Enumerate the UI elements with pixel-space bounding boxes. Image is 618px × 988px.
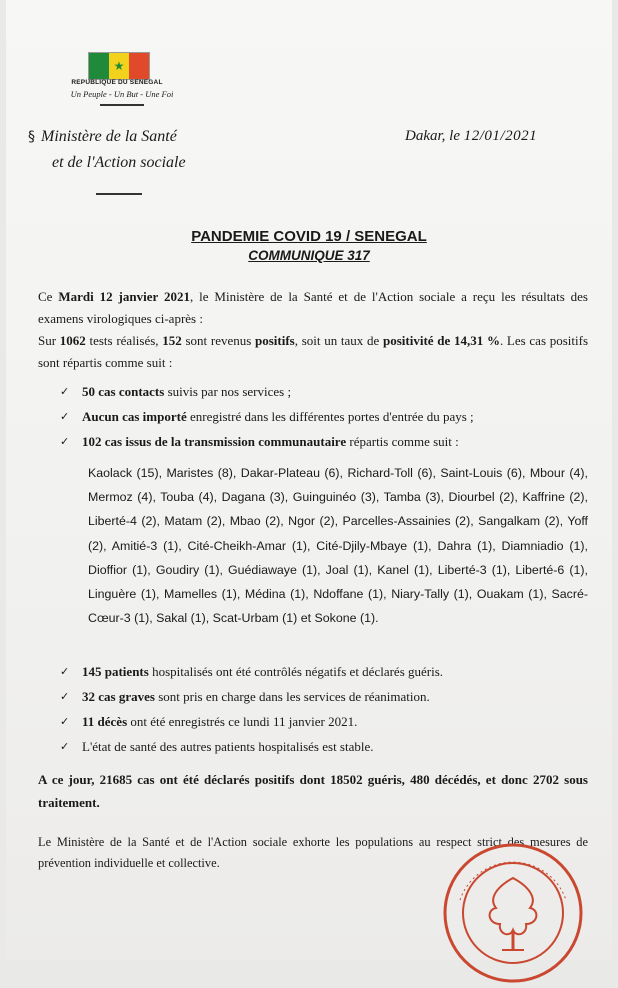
checkmark-icon: ✓ xyxy=(60,410,70,423)
checkmark-icon: ✓ xyxy=(60,715,70,728)
list-item: ✓ 102 cas issus de la transmission communautaire répartis comme suit : xyxy=(60,429,588,454)
country-name: REPUBLIQUE DU SENEGAL xyxy=(71,79,163,86)
patient-status-list xyxy=(60,659,588,759)
page-title: PANDEMIE COVID 19 / SENEGAL xyxy=(191,228,427,245)
list-item: ✓ 32 cas graves sont pris en charge dans les services de réanimation. xyxy=(60,684,588,709)
ministry-emblem-icon: § xyxy=(28,129,35,145)
checkmark-icon: ✓ xyxy=(60,665,70,678)
ministry-name xyxy=(28,124,186,176)
list-item: ✓ Aucun cas importé enregistré dans les différentes portes d'entrée du pays ; xyxy=(60,404,588,429)
senegal-flag-icon: ★ xyxy=(88,52,150,80)
localities-list: Kaolack (15), Maristes (8), Dakar-Plateau (6), Richard-Toll (6), Saint-Louis (6), Mbour (4), Mermoz (4), Touba (4), Dagana (3), Guinguinéo (3), Tamba (3), Diourbel (2), Kaffrine (2), Liberté-4 (2), Matam (2), Mbao (2), Ngor (2), Parcelles-Assainies (2), Sangalkam (2), Yoff (2), Amitié-3 (1), Cité-Cheikh-Amar (1), Cité-Djily-Mbaye (1), Dahra (1), Diamniadio (1), Dioffior (1), Goudiry (1), Guédiawaye (1), Joal (1), Kanel (1), Liberté-3 (1), Liberté-6 (1), Linguère (1), Mamelles (1), Médina (1), Ndoffane (1), Niary-Tally (1), Ouakam (1), Sacré-Cœur-3 (1), Sakal (1), Scat-Urbam (1) et Sokone (1). xyxy=(88,466,588,626)
official-stamp-icon xyxy=(438,838,588,988)
case-breakdown-list xyxy=(60,379,588,454)
list-item: ✓ 50 cas contacts suivis par nos services ; xyxy=(60,379,588,404)
communique-number: COMMUNIQUE 317 xyxy=(248,248,370,263)
divider xyxy=(96,193,142,195)
intro-paragraph: Ce Mardi 12 janvier 2021, le Ministère de la Santé et de l'Action sociale a reçu les résultats des examens virologiques ci-après : Sur 1062 tests réalisés, 152 sont revenus positifs, soit un taux de positivité de 14,31 %. Les cas positifs sont répartis comme suit : xyxy=(38,289,589,370)
list-item: ✓ L'état de santé des autres patients hospitalisés est stable. xyxy=(60,734,588,759)
divider xyxy=(100,104,144,106)
national-motto: Un Peuple - Un But - Une Foi xyxy=(70,89,174,99)
checkmark-icon: ✓ xyxy=(60,740,70,753)
checkmark-icon: ✓ xyxy=(60,690,70,703)
closing-statement: Le Ministère de la Santé et de l'Action sociale exhorte les populations au respect strict des mesures de prévention individuelle et collective. xyxy=(38,835,588,870)
date-value: 12/01/2021 xyxy=(463,128,538,144)
list-item: ✓ 11 décès ont été enregistrés ce lundi 11 janvier 2021. xyxy=(60,709,588,734)
cumulative-summary: A ce jour, 21685 cas ont été déclarés positifs dont 18502 guéris, 480 décédés, et donc 2702 sous traitement. xyxy=(38,772,588,810)
list-item: ✓ 145 patients hospitalisés ont été contrôlés négatifs et déclarés guéris. xyxy=(60,659,588,684)
checkmark-icon: ✓ xyxy=(60,435,70,448)
ministry-line-2: et de l'Action sociale xyxy=(52,154,186,171)
checkmark-icon: ✓ xyxy=(60,385,70,398)
date-line xyxy=(405,128,537,145)
date-prefix: Dakar, le xyxy=(405,128,460,144)
ministry-line-1: Ministère de la Santé xyxy=(41,128,177,145)
